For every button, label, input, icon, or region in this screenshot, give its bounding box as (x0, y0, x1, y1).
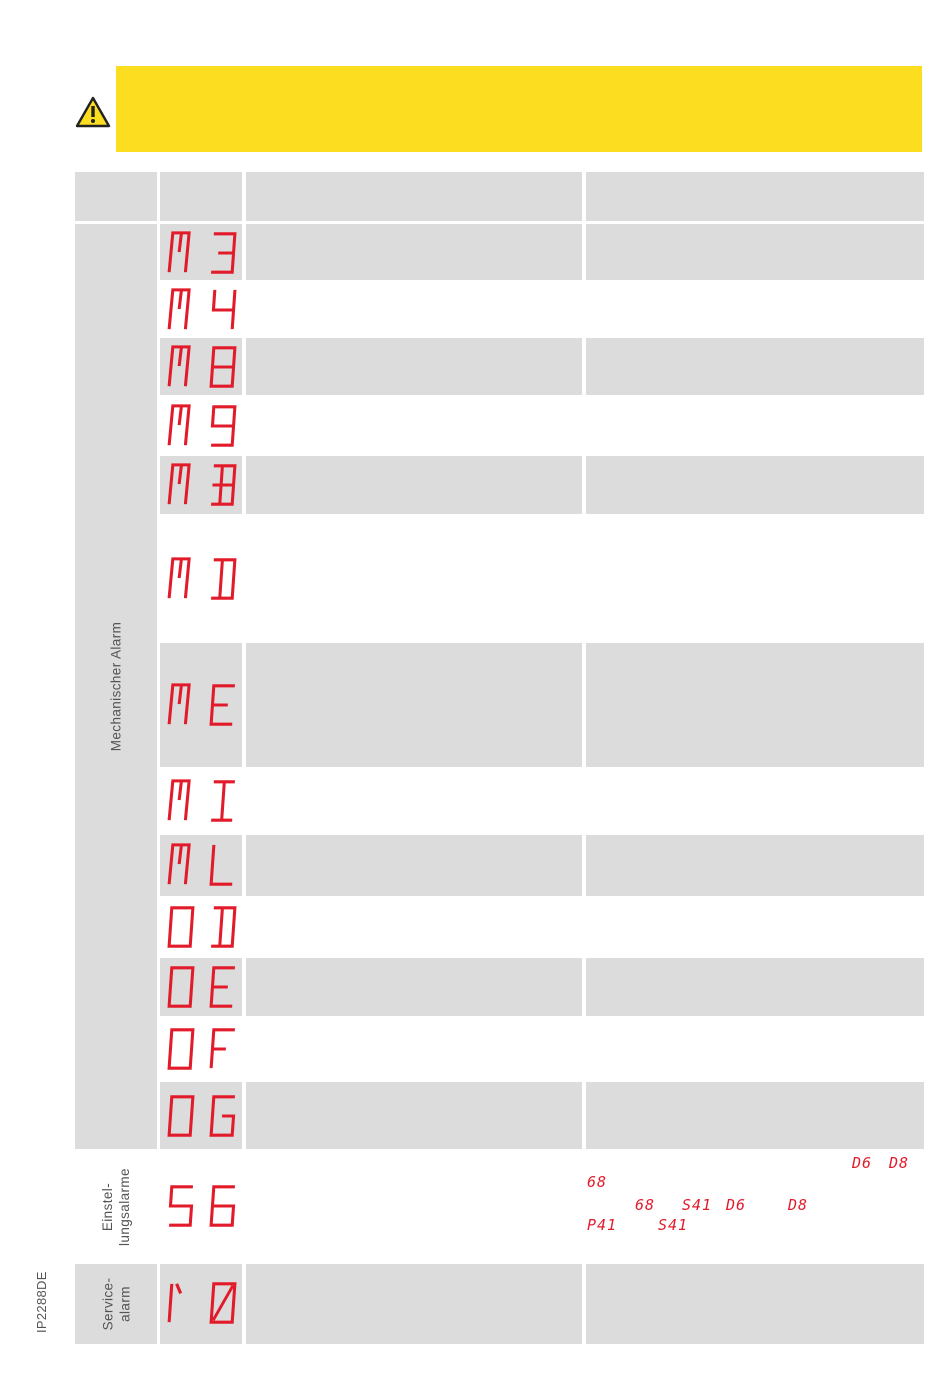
led-code-m8 (166, 344, 238, 390)
led-glyph-f (206, 1026, 239, 1072)
led-glyph-8 (206, 344, 239, 390)
led-glyph-m (164, 778, 197, 824)
table-header-col-4 (586, 172, 924, 221)
led-glyph-3 (206, 230, 239, 276)
led-glyph-e (206, 964, 239, 1010)
led-code-m4 (166, 287, 238, 333)
led-code-of (166, 1026, 238, 1072)
group-service-alarm (75, 1264, 157, 1344)
led-glyph-m (164, 556, 197, 602)
group-mechanical-alarm-label: Mechanischer Alarm (108, 621, 124, 752)
led-code-ml (166, 842, 238, 888)
led-glyph-o (164, 964, 197, 1010)
led-code-me (166, 682, 238, 728)
s6-code-d8: D8 (889, 1154, 910, 1172)
document-id: IP2288DE (34, 1271, 49, 1333)
led-glyph-m (164, 462, 197, 508)
s6-code-p41: P41 (587, 1216, 618, 1234)
led-glyph-g (206, 1093, 239, 1139)
led-glyph-b (206, 462, 239, 508)
led-code-mi (166, 778, 238, 824)
led-glyph-m (164, 344, 197, 390)
table-header-col-1 (75, 172, 157, 221)
led-code-mb (166, 462, 238, 508)
warning-icon (75, 96, 111, 128)
group-setting-alarms (75, 1152, 157, 1261)
s6-code-68-a: 68 (587, 1173, 608, 1191)
group-mechanical-alarm (75, 224, 157, 1149)
s6-code-d6: D6 (852, 1154, 873, 1172)
led-glyph-4 (206, 287, 239, 333)
led-code-s6 (166, 1183, 238, 1229)
led-glyph-m (164, 230, 197, 276)
led-code-od (166, 904, 238, 950)
led-glyph-d (206, 556, 239, 602)
s6-code-d6-b: D6 (726, 1196, 747, 1214)
led-code-v0 (166, 1280, 238, 1326)
s6-code-68-b: 68 (635, 1196, 656, 1214)
s6-code-d8-b: D8 (788, 1196, 809, 1214)
led-glyph-i (206, 778, 239, 824)
led-glyph-m (164, 682, 197, 728)
table-header-col-3 (246, 172, 582, 221)
led-glyph-o (164, 1093, 197, 1139)
led-glyph-9 (206, 403, 239, 449)
led-glyph-m (164, 403, 197, 449)
led-glyph-o (164, 1026, 197, 1072)
led-code-md (166, 556, 238, 602)
led-code-m9 (166, 403, 238, 449)
led-glyph-m (164, 287, 197, 333)
warning-banner (116, 66, 922, 152)
group-service-alarm-label: Service- alarm (100, 1277, 132, 1331)
group-setting-alarms-label: Einstel- lungsalarme (99, 1167, 132, 1246)
led-glyph-o (164, 904, 197, 950)
table-header-col-2 (160, 172, 242, 221)
led-glyph-6 (206, 1183, 239, 1229)
led-code-oe (166, 964, 238, 1010)
s6-code-s41-a: S41 (682, 1196, 713, 1214)
s6-code-s41-b: S41 (658, 1216, 689, 1234)
led-code-m3 (166, 230, 238, 276)
led-glyph-m (164, 842, 197, 888)
led-glyph-v (164, 1280, 197, 1326)
led-glyph-e (206, 682, 239, 728)
led-glyph-l (206, 842, 239, 888)
led-glyph-d (206, 904, 239, 950)
led-glyph-s (164, 1183, 197, 1229)
led-code-og (166, 1093, 238, 1139)
led-glyph-0 (206, 1280, 239, 1326)
